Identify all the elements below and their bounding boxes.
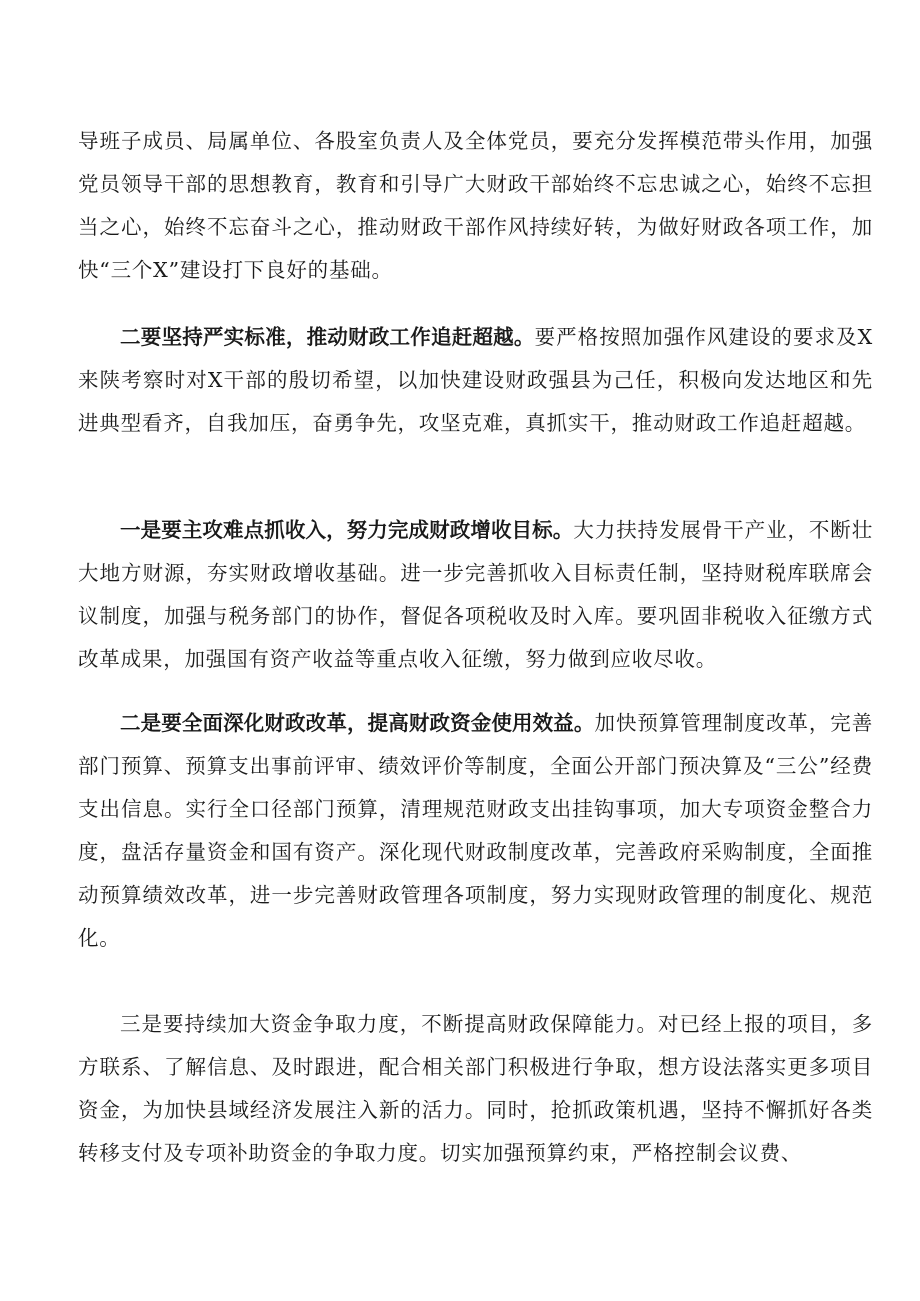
paragraph-continuation [78, 120, 873, 292]
paragraph-body: 三是要持续加大资金争取力度，不断提高财政保障能力。对已经上报的项目，多方联系、了解信息、及时跟进，配合相关部门积极进行争取，想方设法落实更多项目资金，为加快县域经济发展注入新的活力。同时，抢抓政策机遇，坚持不懈抓好各类转移支付及专项补助资金的争取力度。切实加强预算约束，严格控制会议费、 [78, 1012, 873, 1165]
paragraph-body: 加快预算管理制度改革，完善部门预算、预算支出事前评审、绩效评价等制度，全面公开部门预决算及“三公”经费支出信息。实行全口径部门预算，清理规范财政支出挂钩事项，加大专项资金整合力度，盘活存量资金和国有资产。深化现代财政制度改革，完善政府采购制度，全面推动预算绩效改革，进一步完善财政管理各项制度，努力实现财政管理的制度化、规范化。 [78, 711, 874, 950]
paragraph-strict-standards [78, 316, 873, 445]
paragraph-reform [78, 702, 873, 960]
paragraph-body: 要严格按照加强作风建设的要求及X来陕考察时对X干部的殷切希望，以加快建设财政强县为己任，积极向发达地区和先进典型看齐，自我加压，奋勇争先，攻坚克难，真抓实干，推动财政工作追赶超越。 [78, 325, 873, 435]
paragraph-body: 大力扶持发展骨干产业，不断壮大地方财源，夯实财政增收基础。进一步完善抓收入目标责任制，坚持财税库联席会议制度，加强与税务部门的协作，督促各项税收及时入库。要巩固非税收入征缴方式改革成果，加强国有资产收益等重点收入征缴，努力做到应收尽收。 [78, 518, 874, 671]
paragraph-body: 导班子成员、局属单位、各股室负责人及全体党员，要充分发挥模范带头作用，加强党员领导干部的思想教育，教育和引导广大财政干部始终不忘忠诚之心，始终不忘担当之心，始终不忘奋斗之心，推动财政干部作风持续好转，为做好财政各项工作，加快“三个X”建设打下良好的基础。 [78, 129, 873, 282]
paragraph-heading: 一是要主攻难点抓收入，努力完成财政增收目标。 [120, 518, 574, 542]
paragraph-revenue [78, 509, 873, 681]
paragraph-heading: 二是要全面深化财政改革，提高财政资金使用效益。 [120, 711, 595, 735]
paragraph-funding [78, 1003, 873, 1175]
paragraph-heading: 二要坚持严实标准，推动财政工作追赶超越。 [120, 325, 535, 349]
